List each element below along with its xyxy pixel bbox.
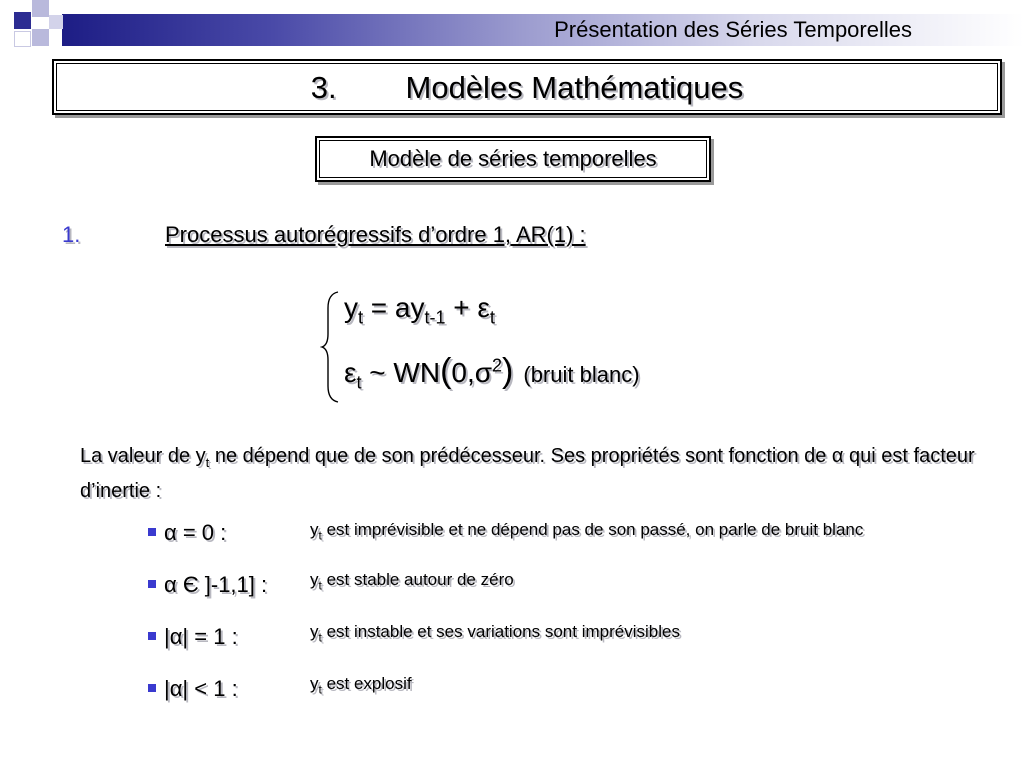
bullet-description-text: est imprévisible et ne dépend pas de son passé, on parle de bruit blanc — [321, 520, 864, 539]
logo-square — [49, 15, 63, 29]
eq-subscript: t — [358, 307, 364, 328]
eq-superscript: 2 — [492, 355, 503, 376]
header-title: Présentation des Séries Temporelles — [554, 17, 912, 42]
eq-subscript: t — [356, 372, 362, 393]
square-bullet-icon — [148, 580, 156, 588]
logo-squares — [0, 0, 70, 50]
bullet-condition-text: α Є ]-1,1] : — [164, 572, 268, 597]
logo-square — [32, 0, 49, 17]
left-brace — [320, 290, 342, 404]
equation-ar1 — [344, 292, 495, 329]
bullet-subscript: t — [318, 682, 322, 697]
bullet-description-text: est instable et ses variations sont imprévisibles — [321, 622, 680, 641]
bullet-var: y — [310, 622, 319, 641]
eq-subscript: t-1 — [424, 307, 446, 328]
square-bullet-icon — [148, 684, 156, 692]
bullet-description-text: est explosif — [321, 674, 412, 693]
slide-title-box — [52, 59, 1002, 115]
bullet-condition-text: |α| < 1 : — [164, 676, 238, 701]
eq-symbol: y — [410, 292, 425, 323]
bullet-description — [310, 622, 680, 644]
logo-square — [14, 31, 31, 47]
bullet-subscript: t — [318, 528, 322, 543]
bullet-subscript: t — [318, 630, 322, 645]
subtitle: Modèle de séries temporelles — [369, 146, 657, 171]
slide-title — [54, 70, 1000, 106]
para-text: La valeur de y — [80, 445, 206, 467]
bullet-condition — [148, 624, 238, 650]
bullet-description-text: est stable autour de zéro — [321, 570, 514, 589]
bullet-description — [310, 520, 863, 542]
eq-symbol: ε — [344, 357, 357, 388]
slide-number: 3. — [310, 70, 337, 105]
section-heading — [62, 222, 586, 248]
square-bullet-icon — [148, 632, 156, 640]
eq-subscript: t — [489, 307, 495, 328]
logo-square — [32, 29, 49, 46]
square-bullet-icon — [148, 528, 156, 536]
subtitle-box — [315, 136, 711, 182]
para-text: ne dépend que de son prédécesseur. Ses propriétés sont fonction de α qui est facteur d’inertie : — [80, 445, 975, 502]
bullet-condition-text: α = 0 : — [164, 520, 227, 545]
bullet-var: y — [310, 520, 319, 539]
slide-title-text: Modèles Mathématiques — [405, 70, 744, 105]
bullet-description — [310, 674, 412, 696]
para-subscript: t — [205, 455, 210, 470]
eq-symbol: + ε — [445, 292, 490, 323]
bullet-var: y — [310, 674, 319, 693]
eq-symbol: 0,σ — [451, 357, 493, 388]
section-label: Processus autorégressifs d’ordre 1, AR(1) : — [165, 222, 586, 247]
bullet-subscript: t — [318, 578, 322, 593]
eq-paren: ) — [502, 352, 514, 390]
section-number: 1. — [62, 222, 81, 247]
bullet-condition — [148, 676, 238, 702]
eq-symbol: ~ WN — [361, 357, 441, 388]
bullet-var: y — [310, 570, 319, 589]
bullet-description — [310, 570, 514, 592]
logo-square — [14, 12, 31, 29]
eq-symbol: = a — [363, 292, 411, 323]
equation-white-noise — [344, 352, 640, 394]
eq-note: (bruit blanc) — [523, 362, 640, 387]
bullet-condition-text: |α| = 1 : — [164, 624, 238, 649]
eq-paren: ( — [440, 352, 452, 390]
description-paragraph — [80, 442, 1010, 505]
eq-symbol: y — [344, 292, 358, 323]
bullet-condition — [148, 572, 267, 598]
bullet-condition — [148, 520, 226, 546]
